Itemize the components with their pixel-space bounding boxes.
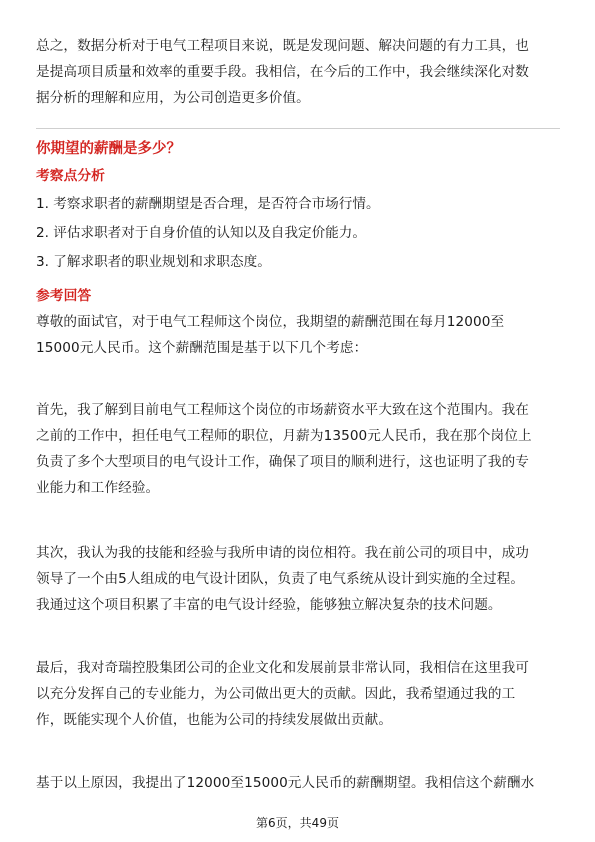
section-divider xyxy=(36,128,560,129)
answer-line: 其次，我认为我的技能和经验与我所申请的岗位相符。我在前公司的项目中，成功 xyxy=(36,545,529,561)
answer-line: 最后，我对奇瑞控股集团公司的企业文化和发展前景非常认同，我相信在这里我可 xyxy=(36,660,529,676)
answer-paragraph xyxy=(36,540,560,618)
intro-paragraph xyxy=(36,33,560,111)
analysis-item: 2. 评估求职者对于自身价值的认知以及自我定价能力。 xyxy=(36,225,366,241)
answer-paragraph xyxy=(36,770,560,796)
answer-line: 领导了一个由5人组成的电气设计团队，负责了电气系统从设计到实施的全过程。 xyxy=(36,571,525,587)
intro-line: 是提高项目质量和效率的重要手段。我相信，在今后的工作中，我会继续深化对数 xyxy=(36,64,529,80)
analysis-heading: 考察点分析 xyxy=(36,168,105,184)
answer-paragraph xyxy=(36,655,560,733)
intro-line: 总之，数据分析对于电气工程项目来说，既是发现问题、解决问题的有力工具，也 xyxy=(36,38,529,54)
answer-paragraph xyxy=(36,397,560,501)
answer-line: 之前的工作中，担任电气工程师的职位，月薪为13500元人民币，我在那个岗位上 xyxy=(36,428,532,444)
answer-paragraph xyxy=(36,309,560,361)
question-title: 你期望的薪酬是多少？ xyxy=(36,141,181,157)
answer-line: 15000元人民币。这个薪酬范围是基于以下几个考虑： xyxy=(36,340,368,356)
answer-line: 业能力和工作经验。 xyxy=(36,480,160,496)
analysis-item: 1. 考察求职者的薪酬期望是否合理，是否符合市场行情。 xyxy=(36,196,380,212)
answer-line: 以充分发挥自己的专业能力，为公司做出更大的贡献。因此，我希望通过我的工 xyxy=(36,686,516,702)
answer-line: 基于以上原因，我提出了12000至15000元人民币的薪酬期望。我相信这个薪酬水 xyxy=(36,775,535,791)
page-number: 第6页，共49页 xyxy=(256,816,339,830)
answer-line: 我通过这个项目积累了丰富的电气设计经验，能够独立解决复杂的技术问题。 xyxy=(36,597,502,613)
answer-line: 首先，我了解到目前电气工程师这个岗位的市场薪资水平大致在这个范围内。我在 xyxy=(36,402,529,418)
answer-heading: 参考回答 xyxy=(36,288,92,304)
answer-line: 负责了多个大型项目的电气设计工作，确保了项目的顺利进行，这也证明了我的专 xyxy=(36,454,529,470)
answer-line: 作，既能实现个人价值，也能为公司的持续发展做出贡献。 xyxy=(36,712,393,728)
answer-line: 尊敬的面试官，对于电气工程师这个岗位，我期望的薪酬范围在每月12000至 xyxy=(36,314,505,330)
analysis-item: 3. 了解求职者的职业规划和求职态度。 xyxy=(36,254,271,270)
intro-line: 据分析的理解和应用，为公司创造更多价值。 xyxy=(36,90,310,106)
